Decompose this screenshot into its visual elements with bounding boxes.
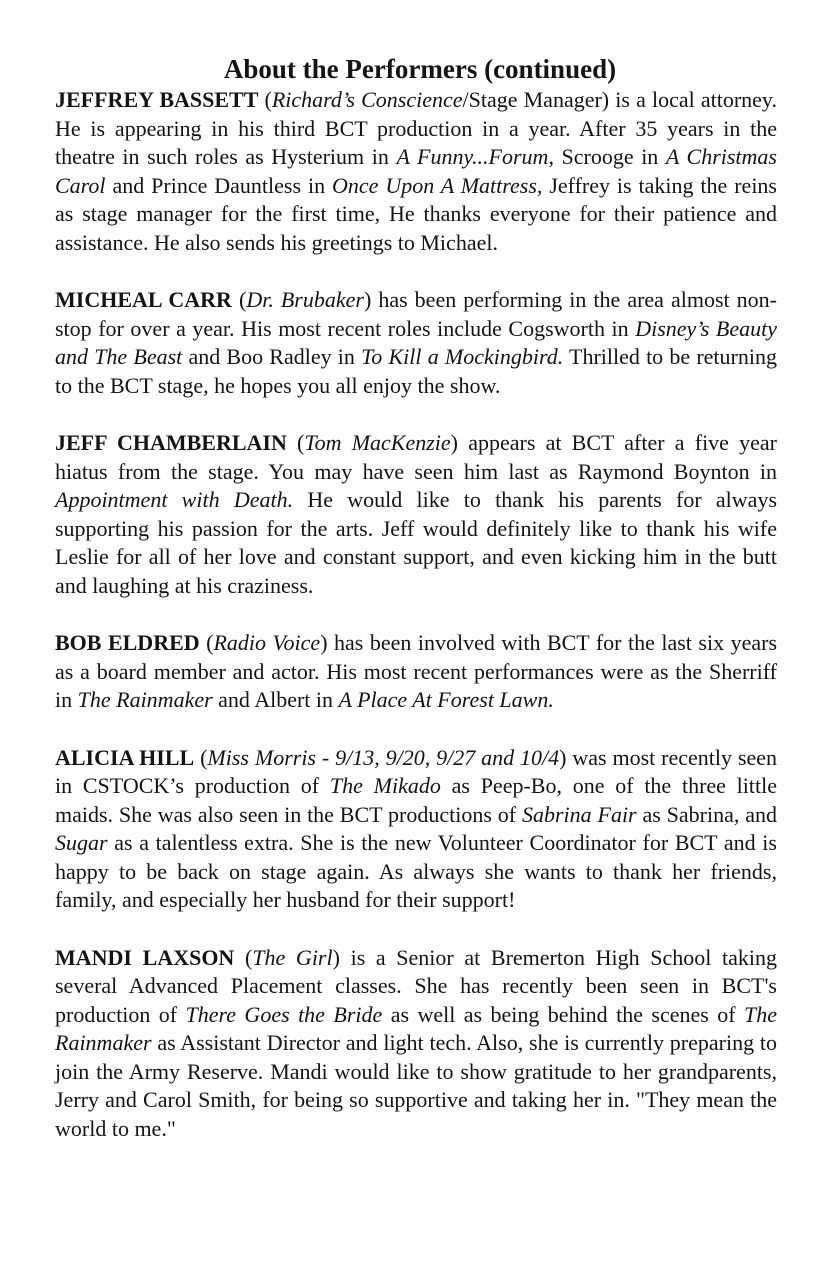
bio-text: He would like to thank his parents for always supporting his passion for the arts. Jeff would definitely like to thank his wife Leslie for all of her love and constant support, and even kicking him in the butt and laughing at his craziness. [55, 487, 778, 598]
bio-text: and Prince Dauntless in [105, 172, 332, 198]
italic-title-text: Appointment with Death. [55, 487, 294, 512]
bio-text: ( [199, 630, 214, 655]
italic-title-text: A Christmas Carol [55, 144, 777, 198]
bio-text: as a talentless extra. She is the new Volunteer Coordinator for BCT and is happy to be back on stage again. As always she wants to thank her friends, family, and especially her husband for their support! [55, 830, 777, 912]
italic-title-text: Dr. Brubaker [246, 287, 364, 312]
bio-text: ( [286, 430, 305, 455]
italic-title-text: A Place At Forest Lawn. [338, 687, 554, 712]
bio-text: and Boo Radley in [182, 344, 362, 369]
performer-bio [55, 744, 777, 915]
bio-text: ( [258, 87, 272, 112]
bio-text: ) has been involved with BCT for the last six years as a board member and actor. His most recent performances were as the Sherriff in [55, 630, 778, 712]
bio-text: ( [194, 744, 208, 770]
bio-text: ( [231, 287, 247, 312]
italic-title-text: The Rainmaker [55, 1001, 777, 1055]
bio-text: as Assistant Director and light tech. Also, she is currently preparing to join the Army Reserve. Mandi would like to show gratitude to her grandparents, Jerry and Carol Smith, for being so supportive and taking her in. "They mean the world to me." [55, 1030, 777, 1141]
italic-title-text: Miss Morris - 9/13, 9/20, 9/27 and 10/4 [207, 744, 560, 770]
bio-text: as Sabrina, and [636, 801, 777, 827]
italic-title-text: Richard’s Conscience [271, 87, 463, 112]
bio-text: /Stage Manager) is a local attorney. He is appearing in his third BCT production in a year. After 35 years in the theatre in such roles as Hysterium in [55, 87, 777, 169]
performer-bio-list [55, 86, 777, 1143]
bio-text: ) was most recently seen in CSTOCK’s production of [55, 744, 778, 798]
bio-text: as well as being behind the scenes of [382, 1001, 744, 1027]
bio-text: as Peep-Bo, one of the three little maids. She was also seen in the BCT productions of [55, 773, 778, 827]
page-title: About the Performers (continued) [223, 54, 617, 84]
performer-bio [55, 629, 777, 715]
performer-name: MANDI LAXSON [55, 944, 235, 970]
bio-text: ) is a Senior at Bremerton High School taking several Advanced Placement classes. She has recently been seen in BCT's production of [55, 944, 778, 1027]
performer-name: BOB ELDRED [55, 630, 200, 655]
bio-text: , Scrooge in [548, 144, 666, 169]
bio-text: ) appears at BCT after a five year hiatus from the stage. You may have seen him last as Raymond Boynton in [55, 430, 778, 484]
performer-name: ALICIA HILL [55, 744, 195, 770]
performer-name: JEFFREY BASSETT [55, 87, 259, 112]
performer-name: MICHEAL CARR [55, 287, 232, 312]
italic-title-text: Once Upon A Mattress [332, 172, 537, 198]
italic-title-text: To Kill a Mockingbird. [361, 344, 564, 369]
italic-title-text: Tom MacKenzie [304, 430, 451, 455]
italic-title-text: A Funny...Forum [396, 144, 549, 169]
performer-bio [55, 944, 777, 1144]
bio-text: Thrilled to be returning to the BCT stage, he hopes you all enjoy the show. [55, 344, 777, 398]
italic-title-text: Radio Voice [213, 630, 321, 655]
italic-title-text: Sugar [55, 830, 108, 855]
bio-text: , Jeffrey is taking the reins as stage manager for the first time, He thanks everyone for their patience and assistance. He also sends his greetings to Michael. [55, 172, 777, 255]
italic-title-text: The Rainmaker [77, 687, 213, 712]
italic-title-text: Sabrina Fair [521, 801, 637, 827]
bio-text: and Albert in [212, 687, 339, 712]
performer-bio [55, 286, 777, 400]
italic-title-text: Disney’s Beauty and The Beast [55, 315, 777, 369]
italic-title-text: The Mikado [329, 773, 441, 798]
performer-bio [55, 429, 777, 600]
bio-text: ( [234, 944, 253, 970]
bio-text: ) has been performing in the area almost non-stop for over a year. His most recent roles include Cogsworth in [55, 287, 777, 341]
italic-title-text: The Girl [252, 944, 333, 970]
performer-name: JEFF CHAMBERLAIN [55, 430, 287, 455]
italic-title-text: There Goes the Bride [185, 1001, 383, 1027]
performer-bio [55, 86, 777, 257]
